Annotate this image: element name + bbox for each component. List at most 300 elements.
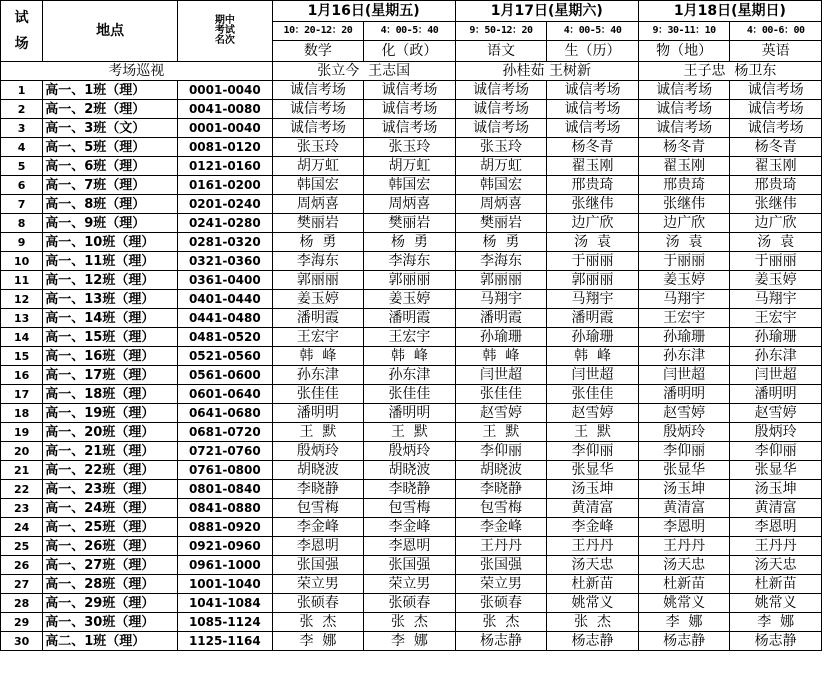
proctor-cell: 马翔宇 xyxy=(730,290,822,309)
table-row xyxy=(1,613,822,632)
table-row xyxy=(1,423,822,442)
proctor-cell: 张 杰 xyxy=(272,613,364,632)
rank-range: 0161-0200 xyxy=(178,176,273,195)
subject-header-5: 物（地） xyxy=(638,41,730,62)
table-row xyxy=(1,632,822,651)
class-location: 高一、7班（理） xyxy=(43,176,178,195)
proctor-cell: 诚信考场 xyxy=(730,81,822,100)
proctor-cell: 孙瑜珊 xyxy=(730,328,822,347)
proctor-cell: 王宏宇 xyxy=(638,309,730,328)
seat-number: 5 xyxy=(1,157,43,176)
proctor-cell: 边广欣 xyxy=(547,214,639,233)
proctor-cell: 诚信考场 xyxy=(547,81,639,100)
rank-range: 0201-0240 xyxy=(178,195,273,214)
proctor-cell: 王丹丹 xyxy=(730,537,822,556)
subject-header-6: 英语 xyxy=(730,41,822,62)
table-row xyxy=(1,366,822,385)
proctor-cell: 张硕春 xyxy=(455,594,547,613)
seat-number: 16 xyxy=(1,366,43,385)
class-location: 高一、1班（理） xyxy=(43,81,178,100)
proctor-cell: 孙瑜珊 xyxy=(455,328,547,347)
rank-range: 0401-0440 xyxy=(178,290,273,309)
class-location: 高一、19班（理） xyxy=(43,404,178,423)
subject-header-4: 生（历） xyxy=(547,41,639,62)
rank-range: 0321-0360 xyxy=(178,252,273,271)
proctor-cell: 胡万虹 xyxy=(272,157,364,176)
exam-rank-line-1: 期中 xyxy=(214,15,235,26)
proctor-cell: 于丽丽 xyxy=(730,252,822,271)
table-row xyxy=(1,328,822,347)
rank-range: 0081-0120 xyxy=(178,138,273,157)
proctor-cell: 杨志静 xyxy=(638,632,730,651)
seat-number: 12 xyxy=(1,290,43,309)
proctor-cell: 张 杰 xyxy=(547,613,639,632)
rank-range: 0001-0040 xyxy=(178,119,273,138)
proctor-cell: 李海东 xyxy=(455,252,547,271)
class-location: 高一、8班（理） xyxy=(43,195,178,214)
proctor-cell: 杨志静 xyxy=(455,632,547,651)
rank-range: 0001-0040 xyxy=(178,81,273,100)
table-row xyxy=(1,518,822,537)
proctor-cell: 姚常义 xyxy=(547,594,639,613)
table-row xyxy=(1,290,822,309)
rank-range: 0721-0760 xyxy=(178,442,273,461)
proctor-cell: 诚信考场 xyxy=(547,100,639,119)
proctor-cell: 马翔宇 xyxy=(547,290,639,309)
proctor-cell: 张硕春 xyxy=(364,594,456,613)
proctor-cell: 包雪梅 xyxy=(364,499,456,518)
table-row xyxy=(1,233,822,252)
seat-number: 24 xyxy=(1,518,43,537)
proctor-cell: 李 娜 xyxy=(272,632,364,651)
proctor-cell: 诚信考场 xyxy=(547,119,639,138)
proctor-cell: 赵雪婷 xyxy=(455,404,547,423)
rank-range: 0921-0960 xyxy=(178,537,273,556)
class-location: 高一、20班（理） xyxy=(43,423,178,442)
proctor-cell: 赵雪婷 xyxy=(638,404,730,423)
seat-number: 15 xyxy=(1,347,43,366)
class-location: 高一、23班（理） xyxy=(43,480,178,499)
proctor-cell: 张 杰 xyxy=(455,613,547,632)
proctor-cell: 张佳佳 xyxy=(455,385,547,404)
proctor-cell: 赵雪婷 xyxy=(730,404,822,423)
proctor-cell: 王宏宇 xyxy=(272,328,364,347)
proctor-cell: 张国强 xyxy=(272,556,364,575)
table-row xyxy=(1,195,822,214)
inspection-label: 考场巡视 xyxy=(1,62,273,81)
table-row xyxy=(1,271,822,290)
proctor-cell: 李仰丽 xyxy=(730,442,822,461)
time-header-1: 10：20-12：20 xyxy=(272,22,364,41)
proctor-cell: 黄清富 xyxy=(547,499,639,518)
proctor-cell: 胡晓波 xyxy=(272,461,364,480)
rank-range: 0481-0520 xyxy=(178,328,273,347)
proctor-cell: 潘明明 xyxy=(730,385,822,404)
proctor-cell: 胡晓波 xyxy=(455,461,547,480)
exam-rank-header xyxy=(178,1,273,62)
class-location: 高一、28班（理） xyxy=(43,575,178,594)
proctor-cell: 马翔宇 xyxy=(638,290,730,309)
rank-range: 0841-0880 xyxy=(178,499,273,518)
table-row xyxy=(1,176,822,195)
proctor-cell: 李晓静 xyxy=(364,480,456,499)
proctor-cell: 张显华 xyxy=(638,461,730,480)
seat-number: 30 xyxy=(1,632,43,651)
time-header-4: 4：00-5：40 xyxy=(547,22,639,41)
proctor-cell: 汤天忠 xyxy=(730,556,822,575)
rank-range: 0441-0480 xyxy=(178,309,273,328)
class-location: 高二、1班（理） xyxy=(43,632,178,651)
seat-number: 26 xyxy=(1,556,43,575)
proctor-cell: 樊丽岩 xyxy=(455,214,547,233)
proctor-cell: 王丹丹 xyxy=(638,537,730,556)
proctor-cell: 张 杰 xyxy=(364,613,456,632)
proctor-cell: 杨 勇 xyxy=(455,233,547,252)
class-location: 高一、25班（理） xyxy=(43,518,178,537)
proctor-cell: 诚信考场 xyxy=(730,100,822,119)
proctor-cell: 张玉玲 xyxy=(455,138,547,157)
proctor-cell: 张显华 xyxy=(730,461,822,480)
time-header-6: 4：00-6：00 xyxy=(730,22,822,41)
class-location: 高一、13班（理） xyxy=(43,290,178,309)
class-location: 高一、3班（文） xyxy=(43,119,178,138)
proctor-cell: 李恩明 xyxy=(364,537,456,556)
proctor-cell: 姜玉婷 xyxy=(272,290,364,309)
proctor-cell: 姜玉婷 xyxy=(638,271,730,290)
seat-number: 19 xyxy=(1,423,43,442)
proctor-cell: 闫世超 xyxy=(455,366,547,385)
proctor-cell: 殷炳玲 xyxy=(364,442,456,461)
class-location: 高一、6班（理） xyxy=(43,157,178,176)
proctor-cell: 杨冬青 xyxy=(547,138,639,157)
proctor-cell: 王丹丹 xyxy=(547,537,639,556)
proctor-cell: 诚信考场 xyxy=(364,81,456,100)
proctor-cell: 潘明明 xyxy=(638,385,730,404)
class-location: 高一、15班（理） xyxy=(43,328,178,347)
proctor-cell: 潘明霞 xyxy=(455,309,547,328)
proctor-cell: 王丹丹 xyxy=(455,537,547,556)
proctor-cell: 张玉玲 xyxy=(272,138,364,157)
rank-range: 0281-0320 xyxy=(178,233,273,252)
rank-range: 0121-0160 xyxy=(178,157,273,176)
table-row xyxy=(1,119,822,138)
subject-header-3: 语文 xyxy=(455,41,547,62)
subject-header-1: 数学 xyxy=(272,41,364,62)
table-row xyxy=(1,309,822,328)
proctor-cell: 王 默 xyxy=(547,423,639,442)
proctor-cell: 姚常义 xyxy=(730,594,822,613)
table-row xyxy=(1,100,822,119)
proctor-cell: 张国强 xyxy=(364,556,456,575)
seat-number: 25 xyxy=(1,537,43,556)
proctor-cell: 邢贵琦 xyxy=(730,176,822,195)
proctor-cell: 李晓静 xyxy=(272,480,364,499)
inspectors-day-3: 王子忠 杨卫东 xyxy=(638,62,821,81)
proctor-cell: 诚信考场 xyxy=(455,81,547,100)
proctor-cell: 潘明明 xyxy=(364,404,456,423)
rank-range: 1085-1124 xyxy=(178,613,273,632)
class-location: 高一、14班（理） xyxy=(43,309,178,328)
proctor-cell: 张继伟 xyxy=(547,195,639,214)
proctor-cell: 诚信考场 xyxy=(272,119,364,138)
class-location: 高一、12班（理） xyxy=(43,271,178,290)
table-row xyxy=(1,480,822,499)
proctor-cell: 王宏宇 xyxy=(364,328,456,347)
seat-number: 14 xyxy=(1,328,43,347)
proctor-cell: 边广欣 xyxy=(730,214,822,233)
class-location: 高一、9班（理） xyxy=(43,214,178,233)
date-header-2: 1月17日(星期六) xyxy=(455,1,638,22)
table-row xyxy=(1,138,822,157)
proctor-cell: 张硕春 xyxy=(272,594,364,613)
proctor-cell: 王 默 xyxy=(272,423,364,442)
proctor-cell: 翟玉刚 xyxy=(547,157,639,176)
seat-number: 7 xyxy=(1,195,43,214)
seat-number: 28 xyxy=(1,594,43,613)
proctor-cell: 汤天忠 xyxy=(547,556,639,575)
proctor-cell: 杨志静 xyxy=(730,632,822,651)
proctor-cell: 周炳喜 xyxy=(455,195,547,214)
time-header-3: 9：50-12：20 xyxy=(455,22,547,41)
seat-number: 29 xyxy=(1,613,43,632)
class-location: 高一、18班（理） xyxy=(43,385,178,404)
proctor-cell: 李海东 xyxy=(364,252,456,271)
proctor-cell: 邢贵琦 xyxy=(547,176,639,195)
class-location: 高一、22班（理） xyxy=(43,461,178,480)
proctor-cell: 杨志静 xyxy=(547,632,639,651)
proctor-cell: 李 娜 xyxy=(364,632,456,651)
proctor-cell: 张显华 xyxy=(547,461,639,480)
proctor-cell: 樊丽岩 xyxy=(364,214,456,233)
proctor-cell: 孙瑜珊 xyxy=(638,328,730,347)
class-location: 高一、11班（理） xyxy=(43,252,178,271)
proctor-cell: 诚信考场 xyxy=(455,119,547,138)
rank-range: 1125-1164 xyxy=(178,632,273,651)
table-row xyxy=(1,347,822,366)
time-header-2: 4：00-5：40 xyxy=(364,22,456,41)
proctor-cell: 诚信考场 xyxy=(730,119,822,138)
proctor-cell: 于丽丽 xyxy=(638,252,730,271)
seat-number: 11 xyxy=(1,271,43,290)
rank-range: 0641-0680 xyxy=(178,404,273,423)
proctor-cell: 诚信考场 xyxy=(638,100,730,119)
table-row xyxy=(1,385,822,404)
rank-range: 0601-0640 xyxy=(178,385,273,404)
seat-number: 27 xyxy=(1,575,43,594)
proctor-cell: 郭丽丽 xyxy=(364,271,456,290)
table-row xyxy=(1,556,822,575)
proctor-cell: 韩国宏 xyxy=(364,176,456,195)
rank-range: 0961-1000 xyxy=(178,556,273,575)
proctor-cell: 李金峰 xyxy=(364,518,456,537)
seat-number: 13 xyxy=(1,309,43,328)
date-header-3: 1月18日(星期日) xyxy=(638,1,821,22)
seat-number: 18 xyxy=(1,404,43,423)
rank-range: 1001-1040 xyxy=(178,575,273,594)
proctor-cell: 诚信考场 xyxy=(638,81,730,100)
proctor-cell: 孙东津 xyxy=(730,347,822,366)
proctor-cell: 汤玉坤 xyxy=(547,480,639,499)
proctor-cell: 杜新苗 xyxy=(547,575,639,594)
table-row xyxy=(1,499,822,518)
proctor-cell: 韩 峰 xyxy=(455,347,547,366)
proctor-cell: 张国强 xyxy=(455,556,547,575)
rank-range: 0521-0560 xyxy=(178,347,273,366)
proctor-cell: 韩 峰 xyxy=(547,347,639,366)
seat-number: 3 xyxy=(1,119,43,138)
proctor-cell: 殷炳玲 xyxy=(638,423,730,442)
proctor-cell: 汤玉坤 xyxy=(638,480,730,499)
proctor-cell: 汤玉坤 xyxy=(730,480,822,499)
proctor-cell: 张继伟 xyxy=(638,195,730,214)
seat-number: 6 xyxy=(1,176,43,195)
proctor-cell: 孙东津 xyxy=(638,347,730,366)
proctor-cell: 李恩明 xyxy=(638,518,730,537)
class-location: 高一、10班（理） xyxy=(43,233,178,252)
proctor-cell: 李 娜 xyxy=(638,613,730,632)
proctor-cell: 李金峰 xyxy=(272,518,364,537)
rank-range: 0241-0280 xyxy=(178,214,273,233)
proctor-cell: 闫世超 xyxy=(638,366,730,385)
proctor-cell: 汤 袁 xyxy=(730,233,822,252)
location-header: 地点 xyxy=(43,1,178,62)
date-header-1: 1月16日(星期五) xyxy=(272,1,455,22)
proctor-cell: 荣立男 xyxy=(364,575,456,594)
exam-rank-line-2: 考试 xyxy=(214,25,235,36)
proctor-cell: 边广欣 xyxy=(638,214,730,233)
proctor-cell: 李恩明 xyxy=(272,537,364,556)
proctor-cell: 殷炳玲 xyxy=(272,442,364,461)
seat-number: 10 xyxy=(1,252,43,271)
proctor-cell: 李恩明 xyxy=(730,518,822,537)
rank-range: 0561-0600 xyxy=(178,366,273,385)
inspectors-day-2: 孙桂茹 王树新 xyxy=(455,62,638,81)
proctor-cell: 张玉玲 xyxy=(364,138,456,157)
proctor-cell: 杜新苗 xyxy=(638,575,730,594)
seat-number: 17 xyxy=(1,385,43,404)
proctor-cell: 张佳佳 xyxy=(272,385,364,404)
seat-number: 21 xyxy=(1,461,43,480)
proctor-cell: 周炳喜 xyxy=(364,195,456,214)
proctor-cell: 韩国宏 xyxy=(455,176,547,195)
rank-range: 0681-0720 xyxy=(178,423,273,442)
proctor-cell: 赵雪婷 xyxy=(547,404,639,423)
proctor-cell: 张佳佳 xyxy=(364,385,456,404)
proctor-cell: 杨冬青 xyxy=(730,138,822,157)
proctor-cell: 汤 袁 xyxy=(547,233,639,252)
proctor-cell: 张继伟 xyxy=(730,195,822,214)
proctor-cell: 孙东津 xyxy=(364,366,456,385)
class-location: 高一、21班（理） xyxy=(43,442,178,461)
proctor-cell: 韩国宏 xyxy=(272,176,364,195)
table-row xyxy=(1,214,822,233)
rank-range: 1041-1084 xyxy=(178,594,273,613)
proctor-cell: 诚信考场 xyxy=(364,100,456,119)
proctor-cell: 潘明霞 xyxy=(272,309,364,328)
inspection-row xyxy=(1,62,822,81)
rank-range: 0801-0840 xyxy=(178,480,273,499)
table-row xyxy=(1,575,822,594)
seat-number: 20 xyxy=(1,442,43,461)
proctor-cell: 王 默 xyxy=(455,423,547,442)
class-location: 高一、5班（理） xyxy=(43,138,178,157)
table-row xyxy=(1,404,822,423)
proctor-cell: 王宏宇 xyxy=(730,309,822,328)
proctor-cell: 潘明霞 xyxy=(547,309,639,328)
proctor-cell: 马翔宇 xyxy=(455,290,547,309)
seat-header xyxy=(1,1,43,62)
seat-number: 23 xyxy=(1,499,43,518)
proctor-cell: 杨 勇 xyxy=(272,233,364,252)
table-row xyxy=(1,461,822,480)
proctor-cell: 荣立男 xyxy=(455,575,547,594)
exam-rank-line-3: 名次 xyxy=(214,35,235,46)
seat-number: 8 xyxy=(1,214,43,233)
proctor-cell: 杨冬青 xyxy=(638,138,730,157)
proctor-cell: 翟玉刚 xyxy=(730,157,822,176)
proctor-cell: 李金峰 xyxy=(455,518,547,537)
class-location: 高一、24班（理） xyxy=(43,499,178,518)
seat-number: 1 xyxy=(1,81,43,100)
proctor-cell: 诚信考场 xyxy=(272,81,364,100)
class-location: 高一、26班（理） xyxy=(43,537,178,556)
rank-range: 0761-0800 xyxy=(178,461,273,480)
proctor-cell: 闫世超 xyxy=(547,366,639,385)
class-location: 高一、16班（理） xyxy=(43,347,178,366)
proctor-cell: 胡万虹 xyxy=(364,157,456,176)
proctor-cell: 于丽丽 xyxy=(547,252,639,271)
proctor-cell: 杜新苗 xyxy=(730,575,822,594)
proctor-cell: 诚信考场 xyxy=(638,119,730,138)
proctor-cell: 胡晓波 xyxy=(364,461,456,480)
proctor-cell: 孙东津 xyxy=(272,366,364,385)
inspectors-day-1: 张立今 王志国 xyxy=(272,62,455,81)
seat-number: 2 xyxy=(1,100,43,119)
table-row xyxy=(1,537,822,556)
proctor-cell: 张佳佳 xyxy=(547,385,639,404)
rank-range: 0881-0920 xyxy=(178,518,273,537)
proctor-cell: 李仰丽 xyxy=(547,442,639,461)
proctor-cell: 孙瑜珊 xyxy=(547,328,639,347)
seat-number: 9 xyxy=(1,233,43,252)
header-row-dates xyxy=(1,1,822,22)
proctor-cell: 胡万虹 xyxy=(455,157,547,176)
proctor-cell: 包雪梅 xyxy=(455,499,547,518)
proctor-cell: 翟玉刚 xyxy=(638,157,730,176)
seat-header-char-2: 场 xyxy=(14,36,29,52)
proctor-cell: 杨 勇 xyxy=(364,233,456,252)
proctor-cell: 包雪梅 xyxy=(272,499,364,518)
class-location: 高一、30班（理） xyxy=(43,613,178,632)
class-location: 高一、17班（理） xyxy=(43,366,178,385)
class-location: 高一、29班（理） xyxy=(43,594,178,613)
table-row xyxy=(1,81,822,100)
proctor-cell: 姚常义 xyxy=(638,594,730,613)
class-location: 高一、2班（理） xyxy=(43,100,178,119)
proctor-cell: 韩 峰 xyxy=(364,347,456,366)
proctor-cell: 樊丽岩 xyxy=(272,214,364,233)
proctor-cell: 李金峰 xyxy=(547,518,639,537)
proctor-cell: 周炳喜 xyxy=(272,195,364,214)
proctor-cell: 诚信考场 xyxy=(455,100,547,119)
seat-number: 4 xyxy=(1,138,43,157)
table-row xyxy=(1,594,822,613)
proctor-cell: 汤天忠 xyxy=(638,556,730,575)
class-location: 高一、27班（理） xyxy=(43,556,178,575)
proctor-cell: 郭丽丽 xyxy=(547,271,639,290)
proctor-cell: 殷炳玲 xyxy=(730,423,822,442)
proctor-cell: 姜玉婷 xyxy=(364,290,456,309)
